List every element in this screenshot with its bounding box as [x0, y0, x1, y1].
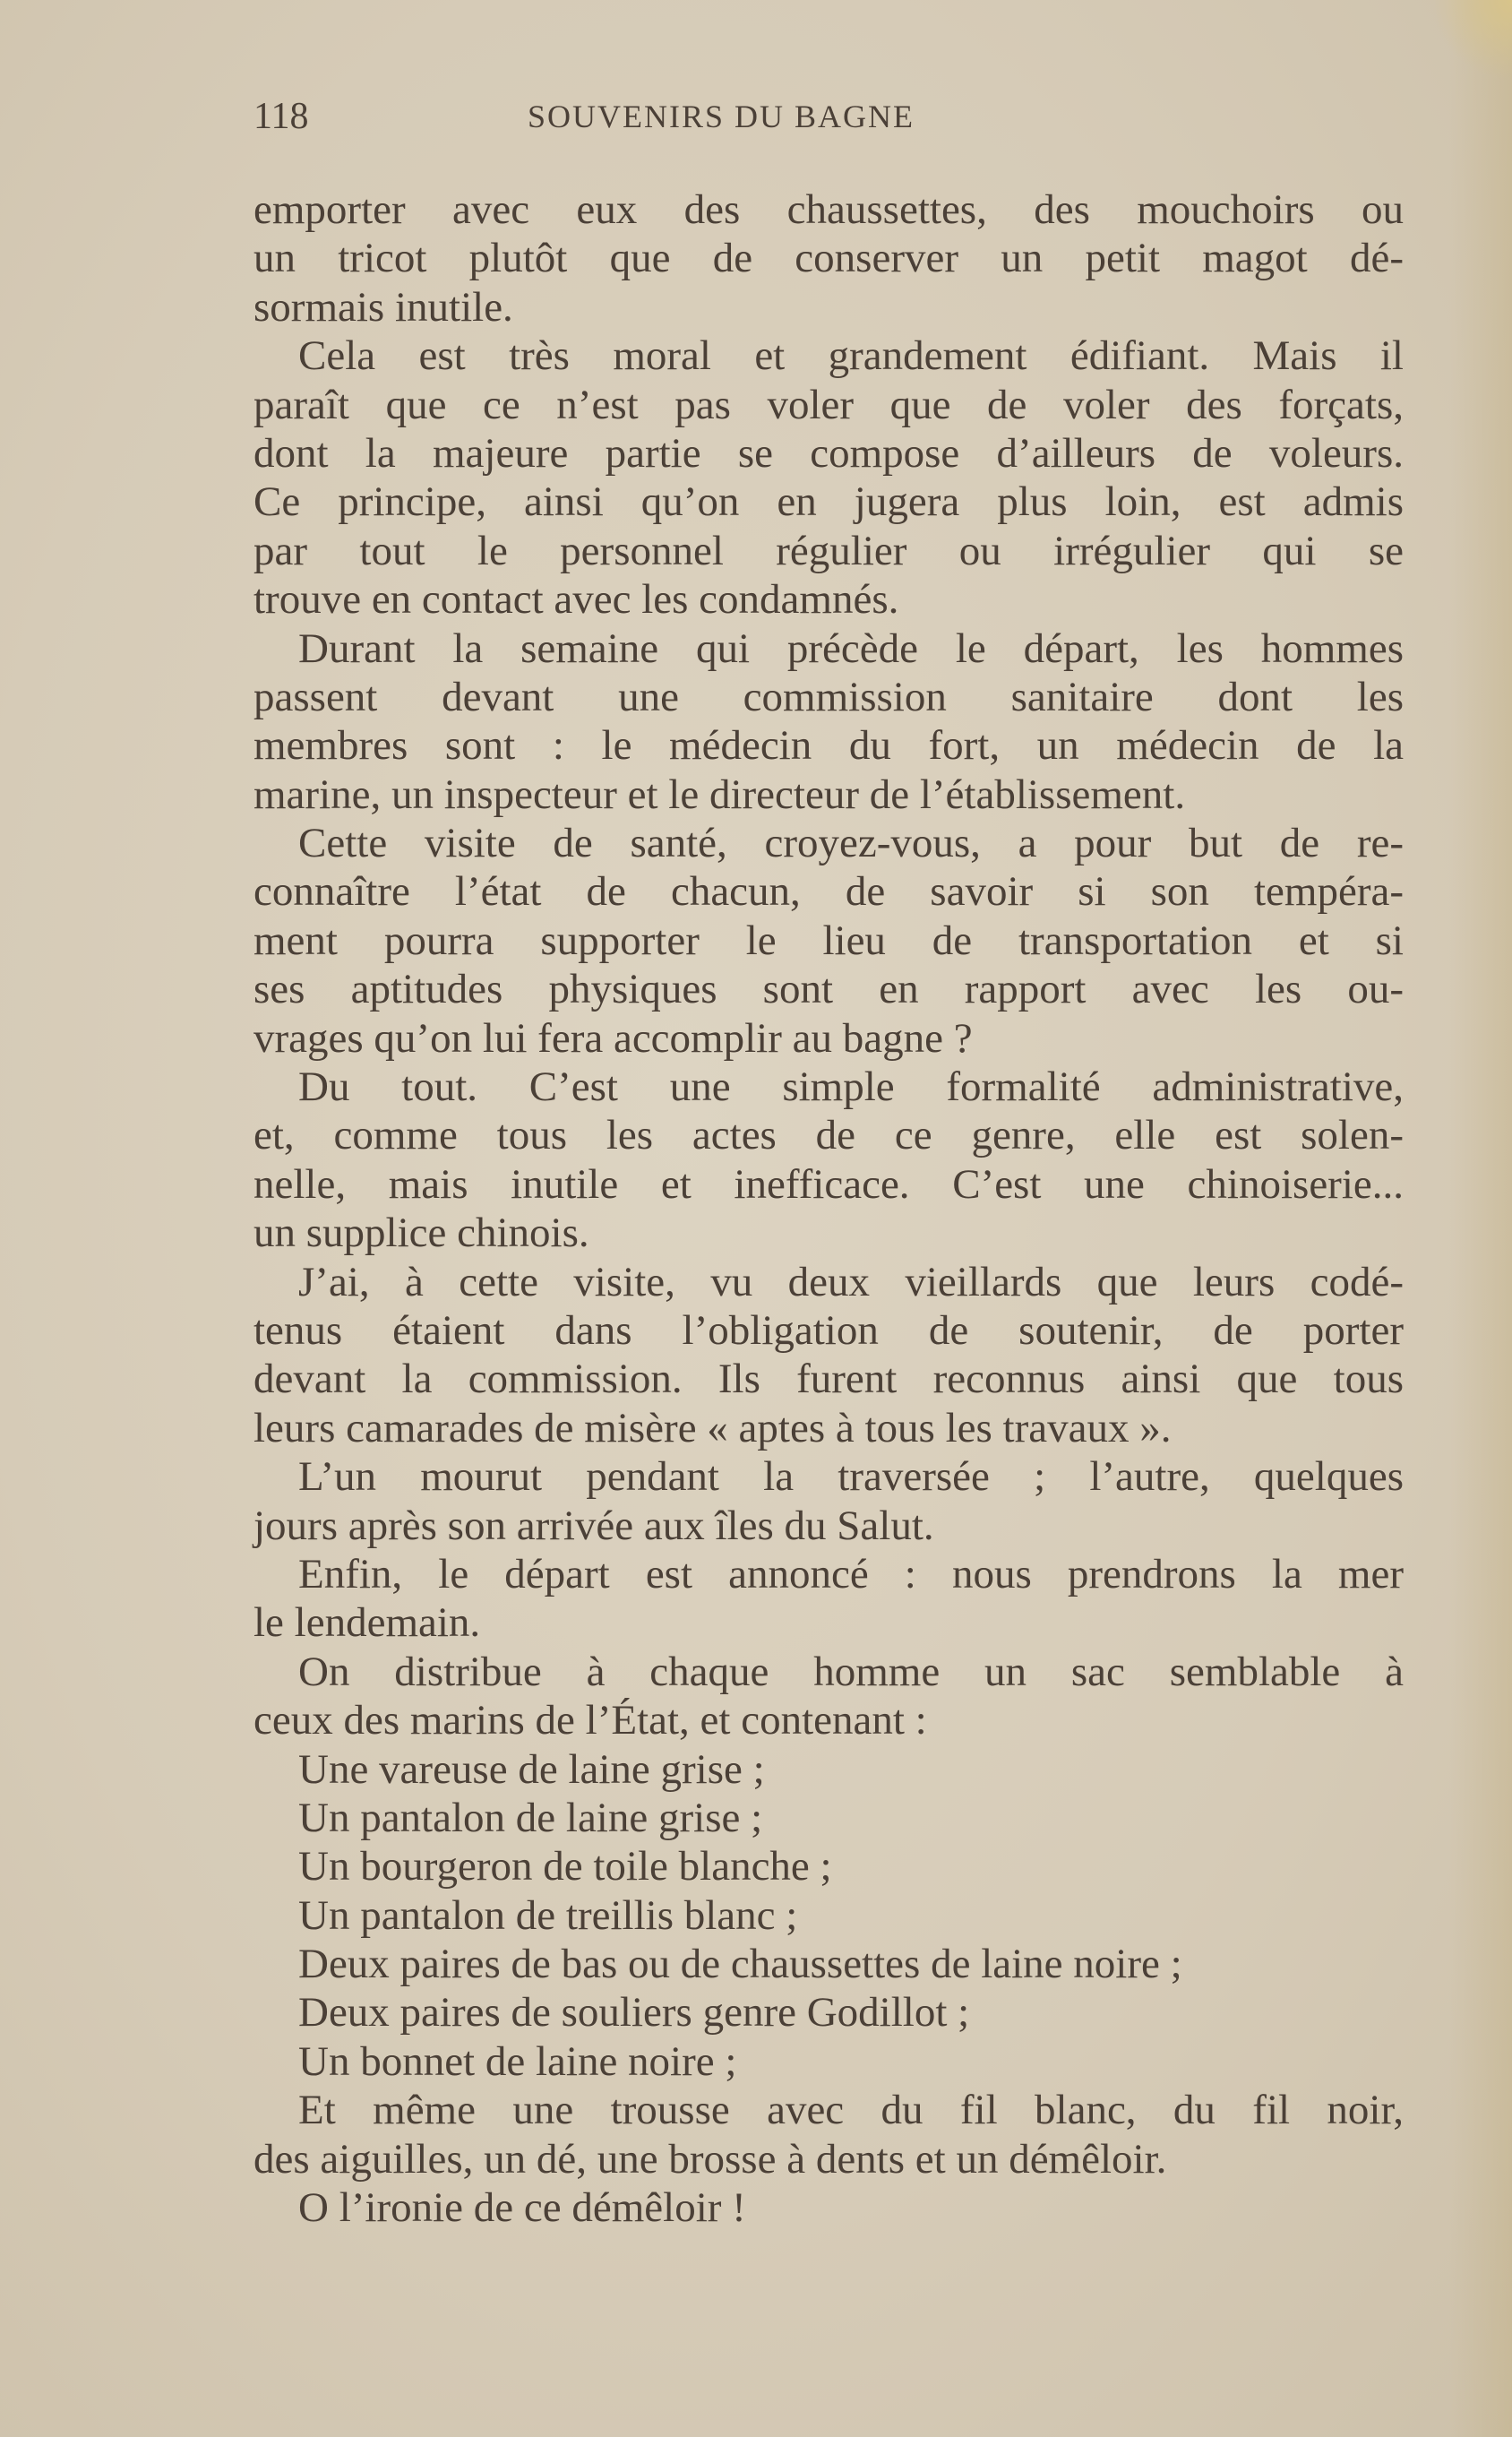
text-line: et, comme tous les actes de ce genre, elle est solen-	[253, 1112, 1404, 1159]
text-line: Durant la semaine qui précède le départ, les hommes	[298, 624, 1404, 672]
text-line: dont la majeure partie se compose d’ailleurs de voleurs.	[253, 429, 1404, 477]
text-line: Cette visite de santé, croyez-vous, a pour but de re-	[298, 820, 1404, 867]
text-line: membres sont : le médecin du fort, un médecin de la	[253, 722, 1404, 770]
text-line: J’ai, à cette visite, vu deux vieillards que leurs codé-	[298, 1258, 1404, 1305]
text-line: par tout le personnel régulier ou irrégulier qui se	[253, 527, 1404, 574]
text-line: Un pantalon de treillis blanc ;	[298, 1891, 798, 1939]
text-line: leurs camarades de misère « aptes à tous les travaux ».	[253, 1404, 1172, 1451]
text-line: Deux paires de bas ou de chaussettes de laine noire ;	[298, 1941, 1182, 1988]
text-line: des aiguilles, un dé, une brosse à dents et un démêloir.	[253, 2135, 1167, 2183]
text-line: Un pantalon de laine grise ;	[298, 1794, 763, 1841]
text-line: Et même une trousse avec du fil blanc, du fil noir,	[298, 2087, 1404, 2134]
page-header	[253, 92, 1404, 141]
text-line: tenus étaient dans l’obligation de soutenir, de porter	[253, 1306, 1404, 1354]
running-title: SOUVENIRS DU BAGNE	[527, 99, 915, 134]
text-line: ceux des marins de l’État, et contenant :	[253, 1697, 927, 1744]
text-line: Ce principe, ainsi qu’on en jugera plus loin, est admis	[253, 478, 1404, 526]
text-line: Du tout. C’est une simple formalité administrative,	[298, 1063, 1404, 1111]
text-line: un supplice chinois.	[253, 1210, 589, 1257]
text-line: nelle, mais inutile et inefficace. C’est une chinoiserie...	[253, 1160, 1404, 1208]
text-line: Deux paires de souliers genre Godillot ;	[298, 1989, 970, 2037]
text-line: On distribue à chaque homme un sac semblable à	[298, 1648, 1404, 1695]
text-line: trouve en contact avec les condamnés.	[253, 576, 899, 624]
text-line: Cela est très moral et grandement édifiant. Mais il	[298, 332, 1404, 380]
text-line: devant la commission. Ils furent reconnus ainsi que tous	[253, 1356, 1404, 1403]
text-line: ses aptitudes physiques sont en rapport avec les ou-	[253, 966, 1404, 1013]
text-line: passent devant une commission sanitaire dont les	[253, 673, 1404, 720]
text-line: Enfin, le départ est annoncé : nous prendrons la mer	[298, 1550, 1404, 1597]
text-line: sormais inutile.	[253, 283, 513, 331]
text-line: marine, un inspecteur et le directeur de l’établissement.	[253, 771, 1186, 818]
text-line: emporter avec eux des chaussettes, des mouchoirs ou	[253, 186, 1404, 233]
page-corner-stain	[1431, 0, 1512, 81]
page-body-text	[253, 185, 1404, 2232]
text-line: vrages qu’on lui fera accomplir au bagne ?	[253, 1014, 973, 1062]
text-line: le lendemain.	[253, 1599, 481, 1647]
text-line: Une vareuse de laine grise ;	[298, 1745, 765, 1793]
text-line: Un bourgeron de toile blanche ;	[298, 1843, 832, 1890]
text-line: jours après son arrivée aux îles du Salut.	[253, 1502, 934, 1549]
page-number: 118	[253, 96, 309, 137]
text-line: O l’ironie de ce démêloir !	[298, 2184, 746, 2232]
text-line: connaître l’état de chacun, de savoir si son tempéra-	[253, 868, 1404, 916]
text-line: L’un mourut pendant la traversée ; l’autre, quelques	[298, 1453, 1404, 1501]
text-line: Un bonnet de laine noire ;	[298, 2037, 737, 2085]
text-line: paraît que ce n’est pas voler que de voler des forçats,	[253, 381, 1404, 428]
text-line: un tricot plutôt que de conserver un petit magot dé-	[253, 235, 1404, 282]
text-line: ment pourra supporter le lieu de transportation et si	[253, 917, 1404, 964]
page-edge-shadow	[1449, 0, 1512, 2437]
